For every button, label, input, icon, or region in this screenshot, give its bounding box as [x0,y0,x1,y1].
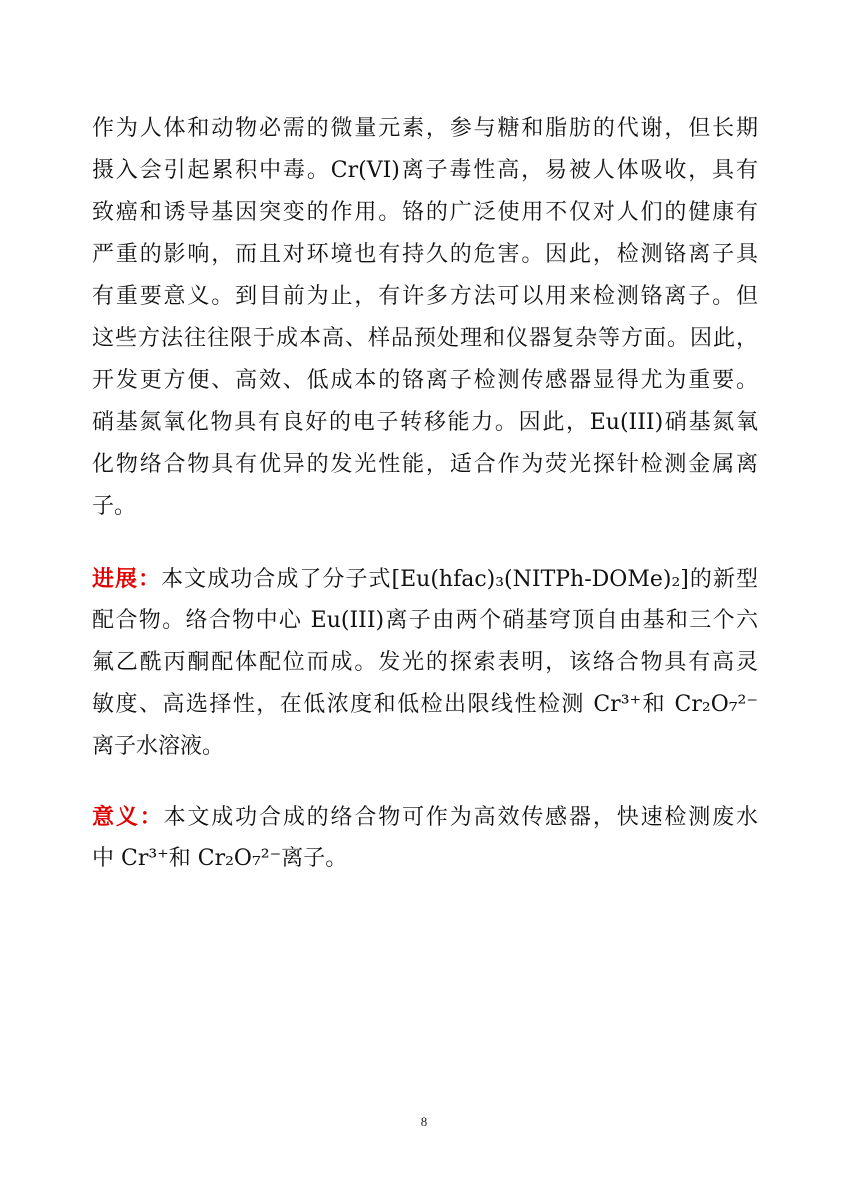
paragraph-3-text: 本文成功合成的络合物可作为高效传感器，快速检测废水 [163,805,758,830]
paragraph-1-line: 有重要意义。到目前为止，有许多方法可以用来检测铬离子。但 [92,284,758,309]
paragraph-1-line: 作为人体和动物必需的微量元素，参与糖和脂肪的代谢，但长期 [92,116,758,141]
paragraph-2-line: 氟乙酰丙酮配体配位而成。发光的探索表明，该络合物具有高灵 [92,650,758,675]
paragraph-3-first-line [92,799,758,835]
significance-label: 意义： [92,804,164,830]
paragraph-1-line: 致癌和诱导基因突变的作用。铬的广泛使用不仅对人们的健康有 [92,200,758,225]
progress-label: 进展： [92,566,162,592]
paragraph-3-line: 中 Cr³⁺和 Cr₂O₇²⁻离子。 [92,846,348,871]
paragraph-2-line: 配合物。络合物中心 Eu(III)离子由两个硝基穹顶自由基和三个六 [92,608,758,633]
page-number: 8 [420,1114,428,1129]
paragraph-1-line: 这些方法往往限于成本高、样品预处理和仪器复杂等方面。因此， [92,326,758,351]
paragraph-1-line: 摄入会引起累积中毒。Cr(VI)离子毒性高，易被人体吸收，具有 [92,158,758,183]
paragraph-1-line: 开发更方便、高效、低成本的铬离子检测传感器显得尤为重要。 [92,368,758,393]
paragraph-2-line: 离子水溶液。 [92,734,225,759]
paragraph-2-first-line [92,561,758,597]
paragraph-2-line: 敏度、高选择性，在低浓度和低检出限线性检测 Cr³⁺和 Cr₂O₇²⁻ [92,692,758,717]
paragraph-1-line: 化物络合物具有优异的发光性能，适合作为荧光探针检测金属离 [92,452,758,477]
paragraph-1-line: 子。 [92,494,137,519]
paragraph-1-line: 硝基氮氧化物具有良好的电子转移能力。因此，Eu(III)硝基氮氧 [92,410,758,435]
paragraph-2-text: 本文成功合成了分子式[Eu(hfac)₃(NITPh-DOMe)₂]的新型 [161,567,758,592]
paragraph-1-line: 严重的影响，而且对环境也有持久的危害。因此，检测铬离子具 [92,242,758,267]
